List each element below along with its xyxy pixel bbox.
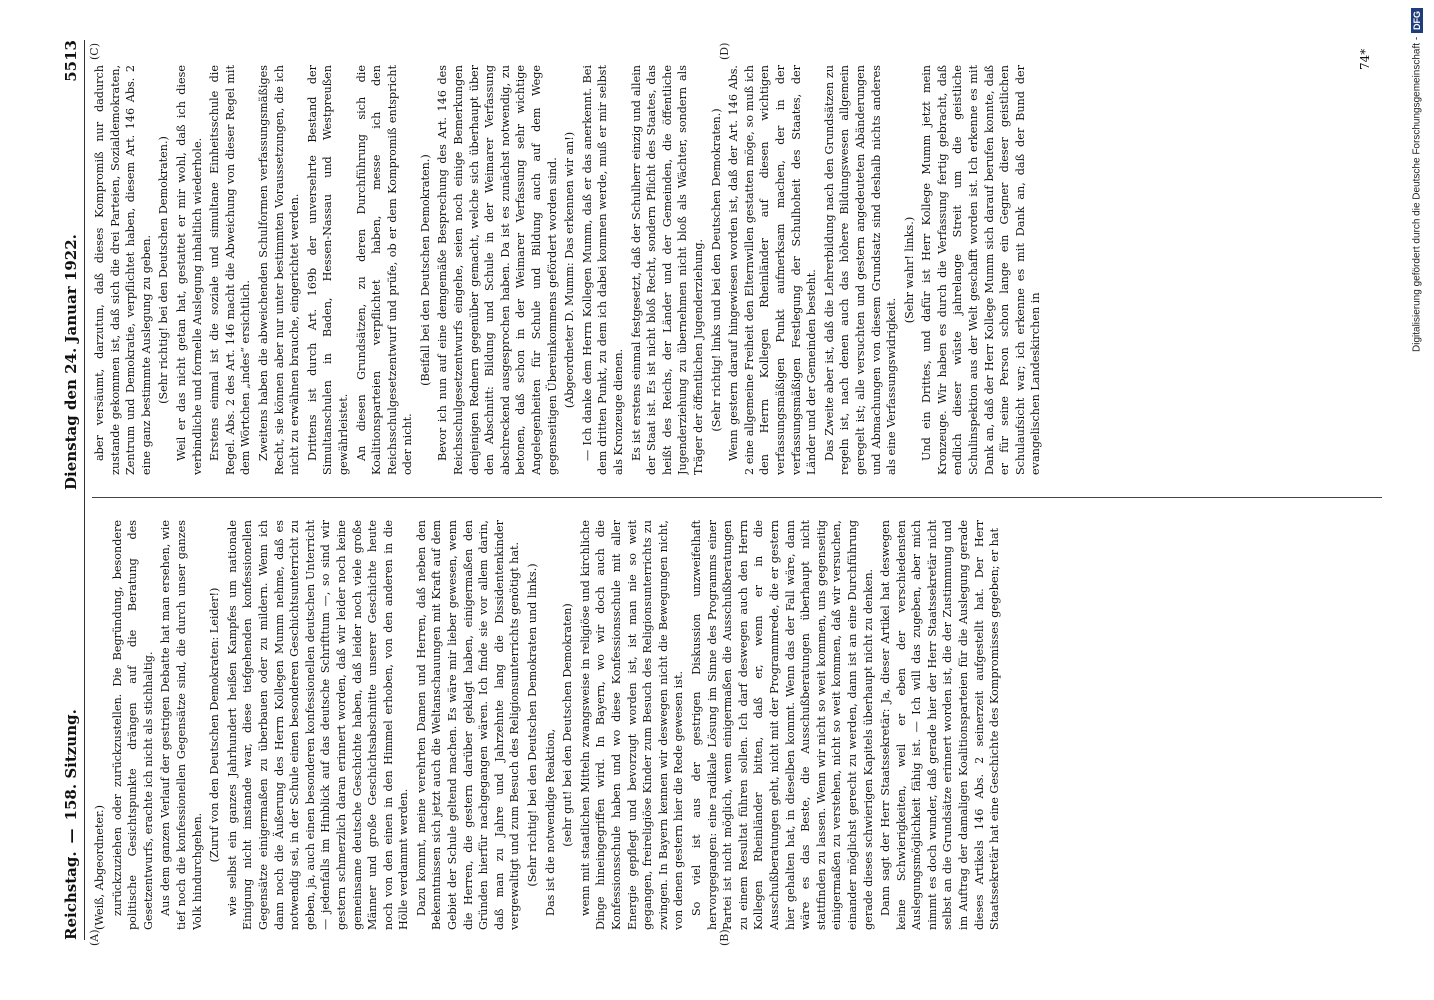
speaker-label: (Weiß, Abgeordneter.) bbox=[93, 805, 106, 930]
dfg-logo: DFG bbox=[1411, 8, 1423, 33]
interjection: (Sehr wahr! links.) bbox=[902, 216, 916, 324]
paragraph: So viel ist aus der gestrigen Diskussion unzweifelhaft hervorgegangen: eine radikale Lösung im Sinne des Programms einer Partei ist nicht möglich, wenn einigermaßen die Ausschußberatungen zu einem Resultat führen sollen. Ich darf deswegen auch den Herrn Kollegen Rheinländer bitten, daß er, wenn er in die Ausschußberatungen geht, nicht mit der Programmrede, die er gestern hier gehalten hat, in dieselben kommt. Wenn das der Fall wäre, dann wäre es das Beste, die Ausschußberatungen überhaupt nicht stattfinden zu lassen. Wenn wir nicht so weit kommen, uns gegenseitig einigermaßen zu verstehen, nicht so weit kommen, daß wir versuchen, einander möglichst gerecht zu werden, dann ist an eine Durchführung gerade dieses schwierigen Kapitels überhaupt nicht zu denken. bbox=[689, 520, 875, 930]
paragraph: Das ist die notwendige Reaktion, bbox=[543, 728, 557, 916]
page-number: 5513 bbox=[62, 40, 80, 82]
paragraph: An diesen Grundsätzen, zu deren Durchführung sich die Koalitionsparteien verpflichtet haben, messe ich den Reichsschulgesetzentwurf und prüfe, ob er dem Kompromiß entspricht oder nicht. bbox=[354, 65, 415, 475]
interjection: (Zuruf von den Deutschen Demokraten: Leider!) bbox=[208, 587, 222, 863]
scanned-page bbox=[58, 40, 1406, 946]
paragraph: Das Zweite aber ist, daß die Lehrerbildung nach den Grundsätzen zu regeln ist, nach denen auch das höhere Bildungswesen allgemein geregelt ist; alle versuchten und gestern angedeuteten Abänderungen und Abmachungen von diesem Grundsatz sind deshalb nichts anderes als eine Verfassungswidrigkeit. bbox=[822, 65, 899, 475]
left-column bbox=[92, 520, 1382, 930]
paragraph: Bevor ich nun auf eine demgemäße Besprechung des Art. 146 des Reichsschulgesetzentwurfs eingehe, seien noch einige Bemerkungen denjenigen Rednern gegenüber gemacht, welche sich überhaupt über den Abschnitt: Bildung und Schule in der Weimarer Verfassung abschreckend ausgesprochen haben. Da ist es zunächst notwendig, zu betonen, daß schon in der Weimarer Verfassung sehr wichtige Angelegenheiten für Schule und Bildung auch auf dem Wege gegenseitigen Übereinkommens gefördert worden sind. bbox=[436, 65, 559, 475]
paragraph: Drittens ist durch Art. 169b der unversehrte Bestand der Simultanschulen in Baden, Hessen-Nassau und Westpreußen gewährleistet. bbox=[305, 65, 350, 475]
paragraph: Es ist erstens einmal festgesetzt, daß der Schulherr einzig und allein der Staat ist. Es ist nicht bloß Recht, sondern Pflicht des Staates, das heißt des Reichs, der Länder und der Gemeinden, die öffentliche Jugenderziehung zu übernehmen nicht bloß als Wächter, sondern als Träger der öffentlichen Jugenderziehung. bbox=[629, 65, 705, 475]
header-date: Dienstag den 24. Januar 1922. bbox=[62, 234, 80, 490]
interjection: (Sehr richtig! bei den Deutschen Demokraten und links.) bbox=[526, 563, 540, 887]
column-divider bbox=[92, 497, 1382, 498]
paragraph: Dann sagt der Herr Staatssekretär: Ja, dieser Artikel hat deswegen keine Schwierigkeiten, weil er eben der verschiedensten Auslegungsmöglichkeit fähig ist. — Ich will das zugeben, aber mich nimmt es doch wunder, daß gerade hier der Herr Staatssekretär nicht selbst an die Grundsätze erinnert worden ist, die der Zustimmung und im Auftrag der damaligen Koalitionsparteien für die Auslegung gerade dieses Artikels 146 Abs. 2 seinerzeit aufgestellt hat. Der Herr Staatssekretär hat eine Geschichte des Kompromisses gegeben; er hat bbox=[879, 520, 1002, 930]
paragraph: Erstens einmal ist die soziale und simultane Einheitsschule die Regel. Abs. 2 des Art. 146 macht die Abweichung von dieser Regel mit dem Wörtchen „indes“ ersichtlich. bbox=[208, 65, 253, 475]
paragraph: Zweitens haben die abweichenden Schulformen verfassungsmäßiges Recht, sie können aber nur unter bestimmten Voraussetzungen, die ich nicht zu erwähnen brauche, eingerichtet werden. bbox=[256, 65, 302, 475]
paragraph: Und ein Drittes, und dafür ist Herr Kollege Mumm jetzt mein Kronzeuge. Wir haben es durch die Verfassung fertig gebracht, daß endlich dieser wüste jahrelange Streit um die geistliche Schulinspektion aus der Welt geschafft worden ist. Ich erkenne es mit Dank an, daß der Herr Kollege Mumm sich darauf berufen konnte, daß er für seine Person schon lange ein Gegner dieser geistlichen Schulaufsicht war; ich erkenne es mit Dank an, daß der Bund der evangelischen Landeskirchen in bbox=[920, 65, 1043, 475]
interjection: (sehr gut! bei den Deutschen Demokraten) bbox=[561, 603, 575, 847]
dfg-credit bbox=[1408, 8, 1426, 992]
paragraph: wenn mit staatlichen Mitteln zwangsweise in religiöse und kirchliche Dinge hineingegriffen wird. In Bayern, wo wir doch auch die Konfessionsschule haben und wo diese Konfessionsschule mit aller Energie gepflegt und bevorzugt worden ist, ist man nie so weit gegangen, freireligiöse Kinder zum Besuch des Religionsunterrichts zu zwingen. In Bayern kennen wir deswegen nicht die Bewegungen nicht, von denen gestern hier die Rede gewesen ist. bbox=[578, 520, 686, 930]
paragraph: Wenn gestern darauf hingewiesen worden ist, daß der Art. 146 Abs. 2 eine allgemeine Freiheit den Elternwillen gestatten möge, so muß ich den Herrn Kollegen Rheinländer auf diesen wichtigen verfassungsmäßigen Punkt aufmerksam machen, der in der verfassungsmäßigen Festlegung der Schulhoheit des Staates, der Länder und der Gemeinden besteht. bbox=[727, 65, 819, 475]
paragraph: wie selbst ein ganzes Jahrhundert heißen Kampfes um nationale Einigung nicht imstande war, diese tiefgehenden konfessionellen Gegensätze einigermaßen zu überbauen oder zu mildern. Wenn ich dann noch die Äußerung des Herrn Kollegen Mumm nehme, daß es notwendig sei, in der Schule einen besonderen Geschichtsunterricht zu geben, ja, auch einen besonderen konfessionellen deutschen Unterricht — jedenfalls im Hinblick auf das deutsche Schrifttum —, so sind wir gestern schmerzlich daran erinnert worden, daß wir leider noch keine gemeinsame deutsche Geschichte haben, daß leider noch viele große Männer und große Geschichtsabschnitte unserer Geschichte heute noch von den einen in den Himmel erhoben, von den anderen in die Hölle verdammt werden. bbox=[225, 520, 411, 930]
interjection: (Abgeordneter D. Mumm: Das erkennen wir an!) bbox=[563, 131, 577, 409]
header-dash: — bbox=[62, 828, 80, 844]
right-column bbox=[92, 65, 1382, 475]
interjection: (Sehr richtig! links und bei den Deutschen Demokraten.) bbox=[709, 108, 723, 432]
margin-mark-b: (B) bbox=[718, 929, 731, 946]
paragraph: zurückzuziehen oder zurückzustellen. Die Begründung, besondere politische Gesichtspunkte drängen auf die Beratung des Gesetzentwurfs, erachte ich nicht als stichhaltig. bbox=[110, 520, 155, 930]
dfg-credit-text: Digitalisierung gefördert durch die Deutsche Forschungsgemeinschaft - bbox=[1411, 37, 1423, 353]
paragraph: Weil er das nicht getan hat, gestattet er mir wohl, daß ich diese verbindliche und formelle Auslegung inhaltlich wiederhole. bbox=[174, 65, 204, 475]
interjection: (Sehr richtig! bei den Deutschen Demokraten.) bbox=[157, 136, 171, 404]
header-title: Reichstag. bbox=[62, 851, 80, 940]
header-rule bbox=[84, 40, 85, 940]
header-right bbox=[62, 40, 80, 490]
margin-mark-c: (C) bbox=[88, 43, 101, 60]
paragraph: Aus dem ganzen Verlauf der gestrigen Debatte hat man ersehen, wie tief noch die konfessionellen Gegensätze sind, die durch unser ganzes Volk hindurchgehen. bbox=[159, 520, 204, 930]
header-session: 158. Sitzung. bbox=[62, 709, 80, 821]
paragraph: aber versäumt, darzutun, daß dieses Kompromiß nur dadurch zustande gekommen ist, daß sich die drei Parteien, Sozialdemokraten, Zentrum und Demokratie, verpflichtet haben, diesem Art. 146 Abs. 2 eine ganz bestimmte Auslegung zu geben. bbox=[93, 65, 153, 475]
margin-mark-a: (A) bbox=[88, 929, 101, 946]
margin-mark-d: (D) bbox=[718, 42, 731, 60]
page-header bbox=[58, 40, 84, 940]
footnote-mark: 74* bbox=[1358, 48, 1372, 70]
header-left bbox=[62, 490, 80, 940]
interjection: (Beifall bei den Deutschen Demokraten.) bbox=[418, 154, 432, 386]
paragraph: Dazu kommt, meine verehrten Damen und Herren, daß neben den Bekenntnissen sich jetzt auch die Weltanschauungen mit Kraft auf dem Gebiet der Schule geltend machen. Es wäre mir lieber gewesen, wenn die Herren, die gestern darüber geklagt haben, einigermaßen den Gründen hierfür nachgegangen wären. Ich finde sie vor allem darin, daß man zu Jahre und Jahrzehnte lang die Dissidentenkinder vergewaltigt und zum Besuch des Religionsunterrichts genötigt hat. bbox=[414, 520, 522, 930]
paragraph: — Ich danke dem Herrn Kollegen Mumm, daß er das anerkennt. Bei dem dritten Punkt, zu dem ich dabei kommen werde, muß er mir selbst als Kronzeuge dienen. bbox=[580, 65, 625, 475]
